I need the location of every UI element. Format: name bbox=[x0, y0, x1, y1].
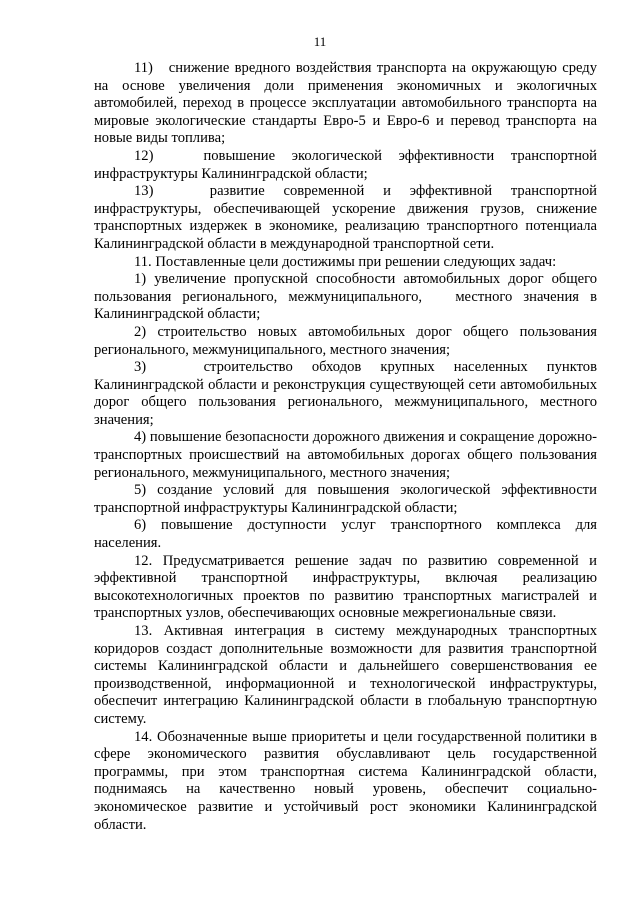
paragraph-task-1: 1) увеличение пропускной способности автомобильных дорог общего пользования регионального, межмуниципального, местного значения в Калининградской области; bbox=[94, 271, 597, 323]
paragraph-task-2: 2) строительство новых автомобильных дорог общего пользования регионального, межмуниципального, местного значения; bbox=[94, 323, 597, 358]
paragraph-task-5: 5) создание условий для повышения экологической эффективности транспортной инфраструктуры Калининградской области; bbox=[94, 482, 597, 516]
paragraph-item-11: 11) снижение вредного воздействия транспорта на окружающую среду на основе увеличения доли применения экономичных и экологичных автомобилей, переход в процессе эксплуатации автомобильного транспорта на мировые экологические стандарты Евро-5 и Евро-6 и перевод транспорта на новые виды топлива; bbox=[94, 60, 597, 147]
paragraph-item-12: 12) повышение экологической эффективности транспортной инфраструктуры Калининградской области; bbox=[94, 147, 597, 182]
paragraph-section-11: 11. Поставленные цели достижимы при решении следующих задач: bbox=[134, 253, 557, 270]
paragraph-section-13: 13. Активная интеграция в систему международных транспортных коридоров создаст дополнительные возможности для развития транспортной системы Калининградской области и дальнейшего совершенствования ее производственной, информационной и технологической инфраструктуры, обеспечит интеграцию Калининградской области в глобальную транспортную систему. bbox=[94, 623, 597, 727]
paragraph-section-14: 14. Обозначенные выше приоритеты и цели государственной политики в сфере экономического развития обуславливают цель государственной программы, при этом транспортная система Калининградской области, поднимаясь на качественно новый уровень, обеспечит социально-экономическое развитие и устойчивый рост экономики Калининградской области. bbox=[94, 728, 597, 833]
paragraph-section-12: 12. Предусматривается решение задач по развитию современной и эффективной транспортной инфраструктуры, включая реализацию высокотехнологичных проектов по развитию транспортных магистралей и транспортных узлов, обеспечивающих основные межрегиональные связи. bbox=[94, 552, 597, 622]
paragraph-task-6: 6) повышение доступности услуг транспортного комплекса для населения. bbox=[94, 517, 597, 552]
paragraph-task-3: 3) строительство обходов крупных населенных пунктов Калининградской области и реконструкция существующей сети автомобильных дорог общего пользования регионального, межмуниципального, местного значения; bbox=[94, 359, 597, 428]
paragraph-item-13: 13) развитие современной и эффективной транспортной инфраструктуры, обеспечивающей ускорение движения грузов, снижение транспортных издержек в экономике, реализацию транспортного потенциала Калининградской области в международной транспортной сети. bbox=[94, 183, 597, 252]
page-number: 11 bbox=[313, 34, 327, 49]
document-body bbox=[94, 60, 597, 834]
paragraph-task-4: 4) повышение безопасности дорожного движения и сокращение дорожно-транспортных происшествий на автомобильных дорогах общего пользования регионального, межмуниципального, местного значения; bbox=[94, 429, 597, 481]
